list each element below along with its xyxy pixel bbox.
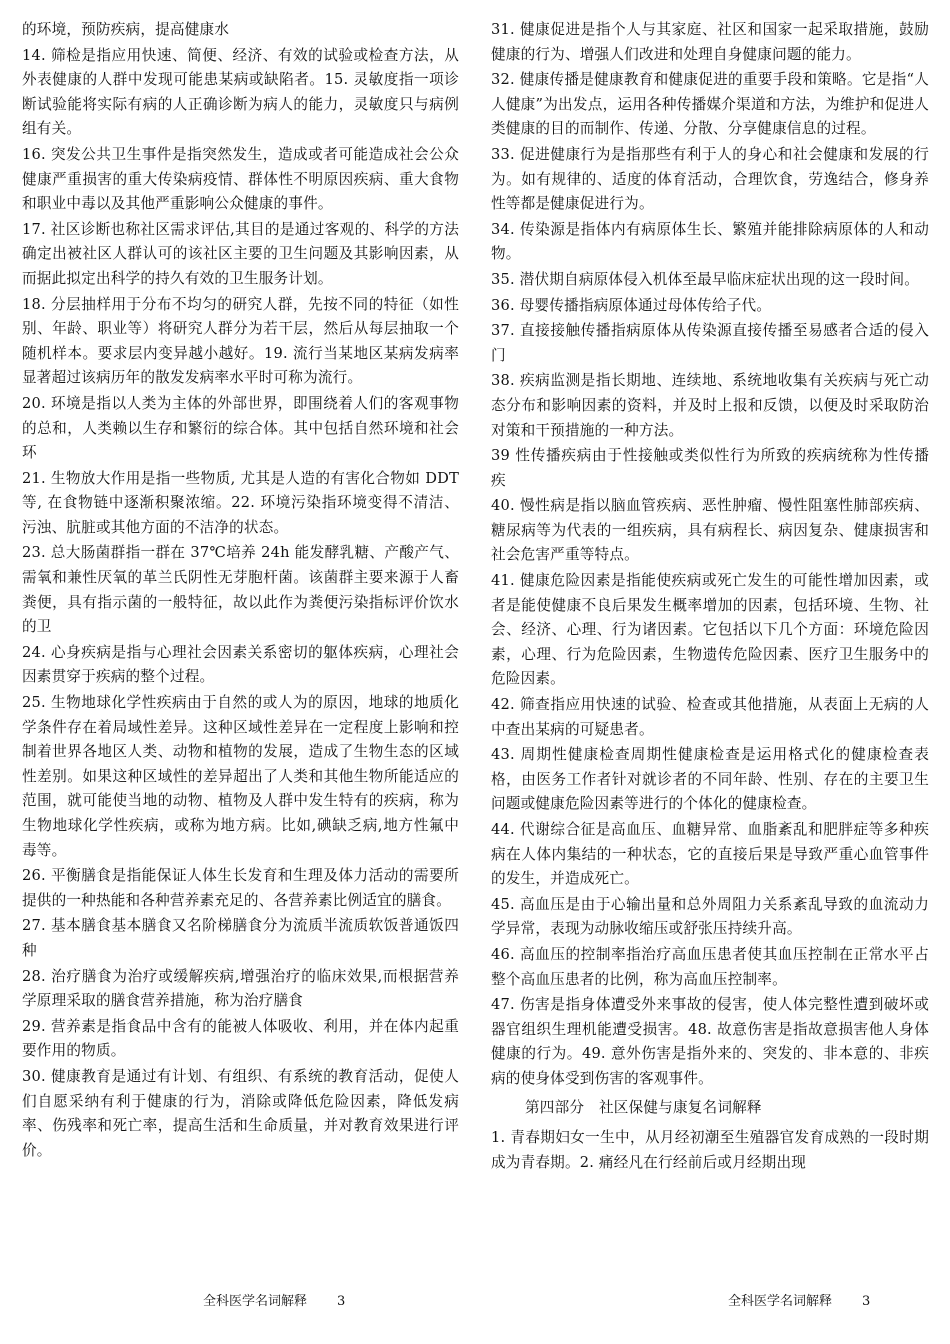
paragraph: 27. 基本膳食基本膳食又名阶梯膳食分为流质半流质软饭普通饭四种: [22, 917, 459, 959]
paragraph: 14. 筛检是指应用快速、简便、经济、有效的试验或检查方法，从外表健康的人群中发现可能患某病或缺陷者。15. 灵敏度指一项诊断试验能将实际有病的人正确诊断为病人的能力，灵敏度只与病例组有关。: [22, 46, 459, 138]
paragraph: 37. 直接接触传播指病原体从传染源直接传播至易感者合适的侵入门: [491, 322, 929, 364]
paragraph: 39 性传播疾病由于性接触或类似性行为所致的疾病统称为性传播疾: [491, 447, 929, 489]
paragraph: 29. 营养素是指食品中含有的能被人体吸收、利用，并在体内起重要作用的物质。: [22, 1017, 459, 1060]
page-number: 3: [337, 1294, 346, 1309]
right-column: [491, 18, 929, 1176]
paragraph: 35. 潜伏期自病原体侵入机体至最早临床症状出现的这一段时间。: [491, 270, 920, 288]
paragraph: 44. 代谢综合征是高血压、血糖异常、血脂紊乱和肥胖症等多种疾病在人体内集结的一种状态，它的直接后果是导致严重心血管事件的发生，并造成死亡。: [491, 821, 929, 888]
paragraph: 17. 社区诊断也称社区需求评估,其目的是通过客观的、科学的方法确定出被社区人群认可的该社区主要的卫生问题及其影响因素，从而据此拟定出科学的持久有效的卫生服务计划。: [22, 220, 459, 287]
paragraph: 38. 疾病监测是指长期地、连续地、系统地收集有关疾病与死亡动态分布和影响因素的资料，并及时上报和反馈，以便及时采取防治对策和干预措施的一种方法。: [491, 372, 929, 439]
paragraph: 41. 健康危险因素是指能使疾病或死亡发生的可能性增加因素，或者是能使健康不良后果发生概率增加的因素，包括环境、生物、社会、经济、心理、行为诸因素。它包括以下几个方面：环境危险因素，心理、行为危险因素，生物遗传危险因素、医疗卫生服务中的危险因素。: [491, 572, 929, 688]
paragraph: 24. 心身疾病是指与心理社会因素关系密切的躯体疾病，心理社会因素贯穿于疾病的整个过程。: [22, 643, 459, 686]
paragraph: 30. 健康教育是通过有计划、有组织、有系统的教育活动，促使人们自愿采纳有利于健康的行为，消除或降低危险因素，降低发病率、伤残率和死亡率，提高生活和生命质量，并对教育效果进行评价。: [22, 1067, 459, 1159]
paragraph: 34. 传染源是指体内有病原体生长、繁殖并能排除病原体的人和动物。: [491, 220, 929, 263]
paragraph: 的环境，预防疾病，提高健康水: [22, 21, 230, 38]
paragraph: 42. 筛查指应用快速的试验、检查或其他措施，从表面上无病的人中查出某病的可疑患者。: [491, 696, 929, 738]
paragraph: 1. 青春期妇女一生中，从月经初潮至生殖器官发育成熟的一段时期成为青春期。2. 痛经凡在行经前后或月经期出现: [491, 1129, 929, 1171]
paragraph: 16. 突发公共卫生事件是指突然发生，造成或者可能造成社会公众健康严重损害的重大传染病疫情、群体性不明原因疾病、重大食物和职业中毒以及其他严重影响公众健康的事件。: [22, 145, 459, 213]
paragraph: 18. 分层抽样用于分布不均匀的研究人群，先按不同的特征（如性别、年龄、职业等）将研究人群分为若干层，然后从每层抽取一个随机样本。要求层内变异越小越好。19. 流行当某地区某病发病率显著超过该病历年的散发发病率水平时可称为流行。: [22, 295, 459, 387]
paragraph: 43. 周期性健康检查周期性健康检查是运用格式化的健康检查表格，由医务工作者针对就诊者的不同年龄、性别、存在的主要卫生问题或健康危险因素等进行的个体化的健康检查。: [491, 746, 929, 813]
paragraph: 45. 高血压是由于心输出量和总外周阻力关系紊乱导致的血流动力学异常，表现为动脉收缩压或舒张压持续升高。: [491, 895, 929, 938]
section-heading: 第四部分 社区保健与康复名词解释: [525, 1098, 762, 1116]
footer-right: [728, 1290, 870, 1309]
left-column: [22, 18, 459, 1164]
paragraph: 40. 慢性病是指以脑血管疾病、恶性肿瘤、慢性阻塞性肺部疾病、糖尿病等为代表的一组疾病，具有病程长、病因复杂、健康损害和社会危害严重等特点。: [491, 497, 929, 564]
paragraph: 46. 高血压的控制率指治疗高血压患者使其血压控制在正常水平占整个高血压患者的比例，称为高血压控制率。: [491, 945, 929, 988]
footer-title: 全科医学名词解释: [728, 1294, 833, 1309]
paragraph: 28. 治疗膳食为治疗或缓解疾病,增强治疗的临床效果,而根据营养学原理采取的膳食营养措施，称为治疗膳食: [22, 967, 459, 1010]
paragraph: 21. 生物放大作用是指一些物质, 尤其是人造的有害化合物如 DDT 等, 在食物链中逐渐积聚浓缩。22. 环境污染指环境变得不清洁、污浊、肮脏或其他方面的不洁净的状态。: [22, 469, 459, 536]
paragraph: 32. 健康传播是健康教育和健康促进的重要手段和策略。它是指“人人健康”为出发点，运用各种传播媒介渠道和方法，为维护和促进人类健康的目的而制作、传递、分散、分享健康信息的过程。: [491, 71, 929, 138]
footer-title: 全科医学名词解释: [203, 1294, 308, 1309]
paragraph: 36. 母婴传播指病原体通过母体传给子代。: [491, 296, 772, 314]
paragraph: 23. 总大肠菌群指一群在 37℃培养 24h 能发酵乳糖、产酸产气、需氧和兼性厌氧的革兰氏阴性无芽胞杆菌。该菌群主要来源于人畜粪便，具有指示菌的一般特征，故以此作为粪便污染指标评价饮水的卫: [22, 544, 459, 636]
paragraph: 47. 伤害是指身体遭受外来事故的侵害，使人体完整性遭到破坏或器官组织生理机能遭受损害。48. 故意伤害是指故意损害他人身体健康的行为。49. 意外伤害是指外来的、突发的、非本意的、非疾病的使身体受到伤害的客观事件。: [491, 996, 929, 1087]
footer-left: [203, 1290, 345, 1309]
paragraph: 33. 促进健康行为是指那些有利于人的身心和社会健康和发展的行为。如有规律的、适度的体育活动，合理饮食，劳逸结合，修身养性等都是健康促进行为。: [491, 145, 929, 213]
paragraph: 25. 生物地球化学性疾病由于自然的或人为的原因，地球的地质化学条件存在着局域性差异。这种区域性差异在一定程度上影响和控制着世界各地区人类、动物和植物的发展，造成了生物生态的区域性差别。如果这种区域性的差异超出了人类和其他生物所能适应的范围，就可能使当地的动物、植物及人群中发生特有的疾病，称为生物地球化学性疾病，或称为地方病。比如,碘缺乏病,地方性氟中毒等。: [22, 694, 459, 859]
paragraph: 20. 环境是指以人类为主体的外部世界，即围绕着人们的客观事物的总和，人类赖以生存和繁衍的综合体。其中包括自然环境和社会环: [22, 394, 459, 462]
paragraph: 26. 平衡膳食是指能保证人体生长发育和生理及体力活动的需要所提供的一种热能和各种营养素充足的、各营养素比例适宜的膳食。: [22, 867, 459, 909]
paragraph: 31. 健康促进是指个人与其家庭、社区和国家一起采取措施，鼓励健康的行为、增强人们改进和处理自身健康问题的能力。: [491, 21, 929, 63]
page-number: 3: [862, 1294, 871, 1309]
